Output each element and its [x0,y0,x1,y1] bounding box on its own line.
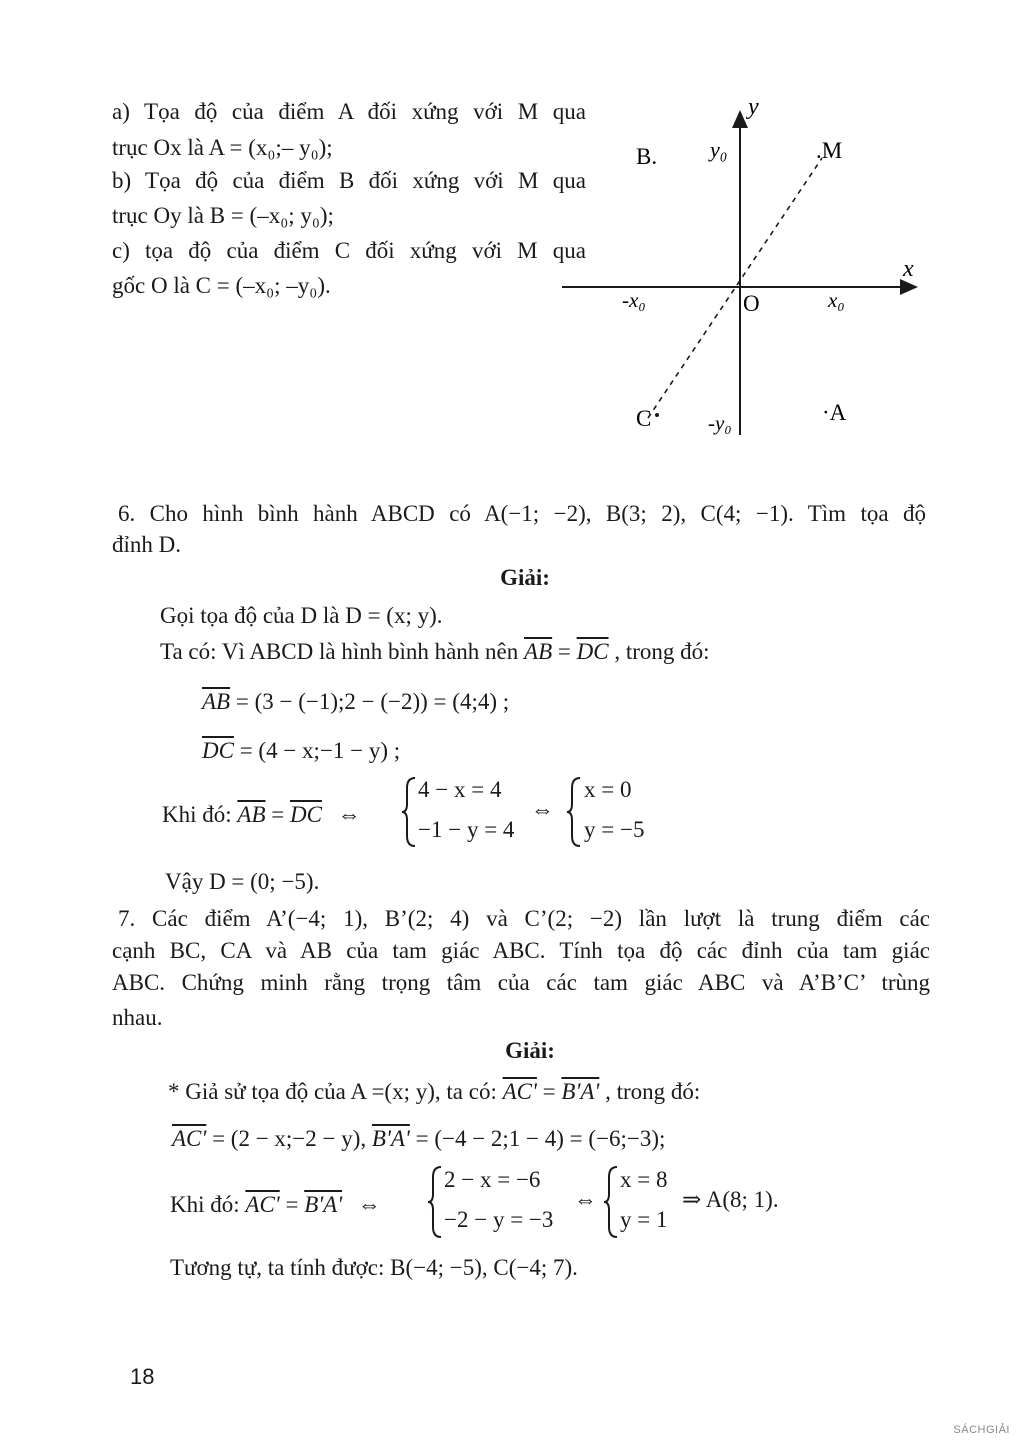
problem6-system2-row2: y = −5 [584,817,645,842]
brace [427,1165,445,1239]
neg-y0-label: -y₀ [708,411,732,435]
page-number: 18 [130,1364,155,1389]
problem7-system2-row1: x = 8 [620,1167,668,1192]
problem6-step4: $\overline{DC} = (4$ − x;−1 − y) ; [202,738,401,763]
problem7-line4: nhau. [112,1005,163,1030]
axis-y-label: y [748,94,759,120]
vector-dc: $\overline{DC}$ [289,802,322,827]
problem7-line2: cạnh BC, CA và AB của tam giác ABC. Tính tọa độ các đỉnh của tam giác [112,938,930,963]
watermark-logo: SÁCHGIẢI [953,1424,1010,1436]
problem7-system1-row2: −2 − y = −3 [444,1207,554,1232]
x0-label: x₀ [828,288,845,312]
neg-x0-label: -x₀ [622,288,646,312]
problem7-system2-row2: y = 1 [620,1207,668,1232]
problem7-line3: ABC. Chứng minh rằng trọng tâm của các tam giác ABC và A’B’C’ trùng [112,970,930,995]
problem7-heading: Giải: [505,1038,555,1063]
problem7-line1: 7. Các điểm A’(−4; 1), B’(2; 4) và C’(2; −2) lần lượt là trung điểm các [118,906,930,931]
intro-line-b2: trục Oy là B = (–x₀; y₀); [112,203,334,228]
vector-b-prime-a-prime: B'A' [371,1126,410,1151]
problem6-system1-row1: 4 − x = 4 [418,777,502,802]
vector-ab: $\overline{AB}$ [202,689,231,714]
problem7-step3-prefix: Khi đó: AC' = B'A' ⇔ [170,1192,381,1217]
point-b-label: B. [636,144,658,169]
problem6-iff: ⇔ [531,797,554,822]
point-a-label: ·A [822,400,847,425]
vector-b-prime-a-prime: B'A' [304,1192,343,1217]
problem6-system2-row1: x = 0 [584,777,632,802]
point-c-label: C [636,406,652,431]
point-m-label: .M [816,138,843,163]
problem6-step1: Gọi tọa độ của D là D = (x; y). [160,603,443,628]
problem7-result: ⇒ A(8; 1). [682,1187,779,1212]
problem7-iff: ⇔ [574,1187,597,1212]
intro-line-b1: b) Tọa độ của điểm B đối xứng với M qua [112,168,586,193]
problem6-line2: đỉnh D. [112,532,181,557]
brace [566,776,584,848]
vector-ac-prime: AC' [245,1192,280,1217]
problem6-system1-row2: −1 − y = 4 [418,817,515,842]
point-c-dot [655,413,659,417]
vector-b-prime-a-prime: B'A' [561,1079,600,1104]
vector-ab: $\overline{AB}$ [524,639,553,664]
problem6-step3: $\overline{AB} = (3$ − (−1);2 − (−2)) = (4;4) ; [202,689,510,714]
problem7-step1: * Giả sử tọa độ của A =(x; y), ta có: AC' = B'A' , trong đó: [168,1079,701,1104]
problem6-line1: 6. Cho hình bình hành ABCD có A(−1; −2), B(3; 2), C(4; −1). Tìm tọa độ [118,501,926,526]
intro-line-a1: a) Tọa độ của điểm A đối xứng với M qua [112,99,586,124]
brace [603,1165,621,1239]
intro-line-c1: c) tọa độ của điểm C đối xứng với M qua [112,238,586,263]
problem6-heading: Giải: [500,565,550,590]
brace [401,776,419,848]
vector-dc: $\overline{DC}$ [202,738,234,763]
y0-label: y₀ [710,137,728,162]
origin-label: O [743,291,760,316]
problem7-step2: AC' = (2 − x;−2 − y), B'A' = (−4 − 2;1 − 4) = (−6;−3); [172,1126,666,1151]
axis-x-label: x [903,256,914,282]
vector-dc: $\overline{DC}$ [576,639,609,664]
vector-ab: $\overline{AB}$ [237,802,266,827]
problem6-conclusion: Vậy D = (0; −5). [165,869,320,894]
intro-line-a2: trục Ox là A = (x₀;– y₀); [112,135,333,160]
problem7-system1-row1: 2 − x = −6 [444,1167,541,1192]
vector-ac-prime: AC' [502,1079,537,1104]
intro-line-c2: gốc O là C = (–x₀; –y₀). [112,273,331,298]
symmetry-diagram [560,90,940,450]
problem6-step5-prefix: Khi đó: $\overline{AB} = \overline{DC}$ ⇔ [162,802,361,827]
vector-ac-prime: AC' [172,1126,207,1151]
problem6-step2: Ta có: Vì ABCD là hình bình hành nên $\overline{AB} = \overline{DC}$ , trong đó: [160,639,710,664]
problem7-conclusion: Tương tự, ta tính được: B(−4; −5), C(−4; 7). [170,1255,578,1280]
